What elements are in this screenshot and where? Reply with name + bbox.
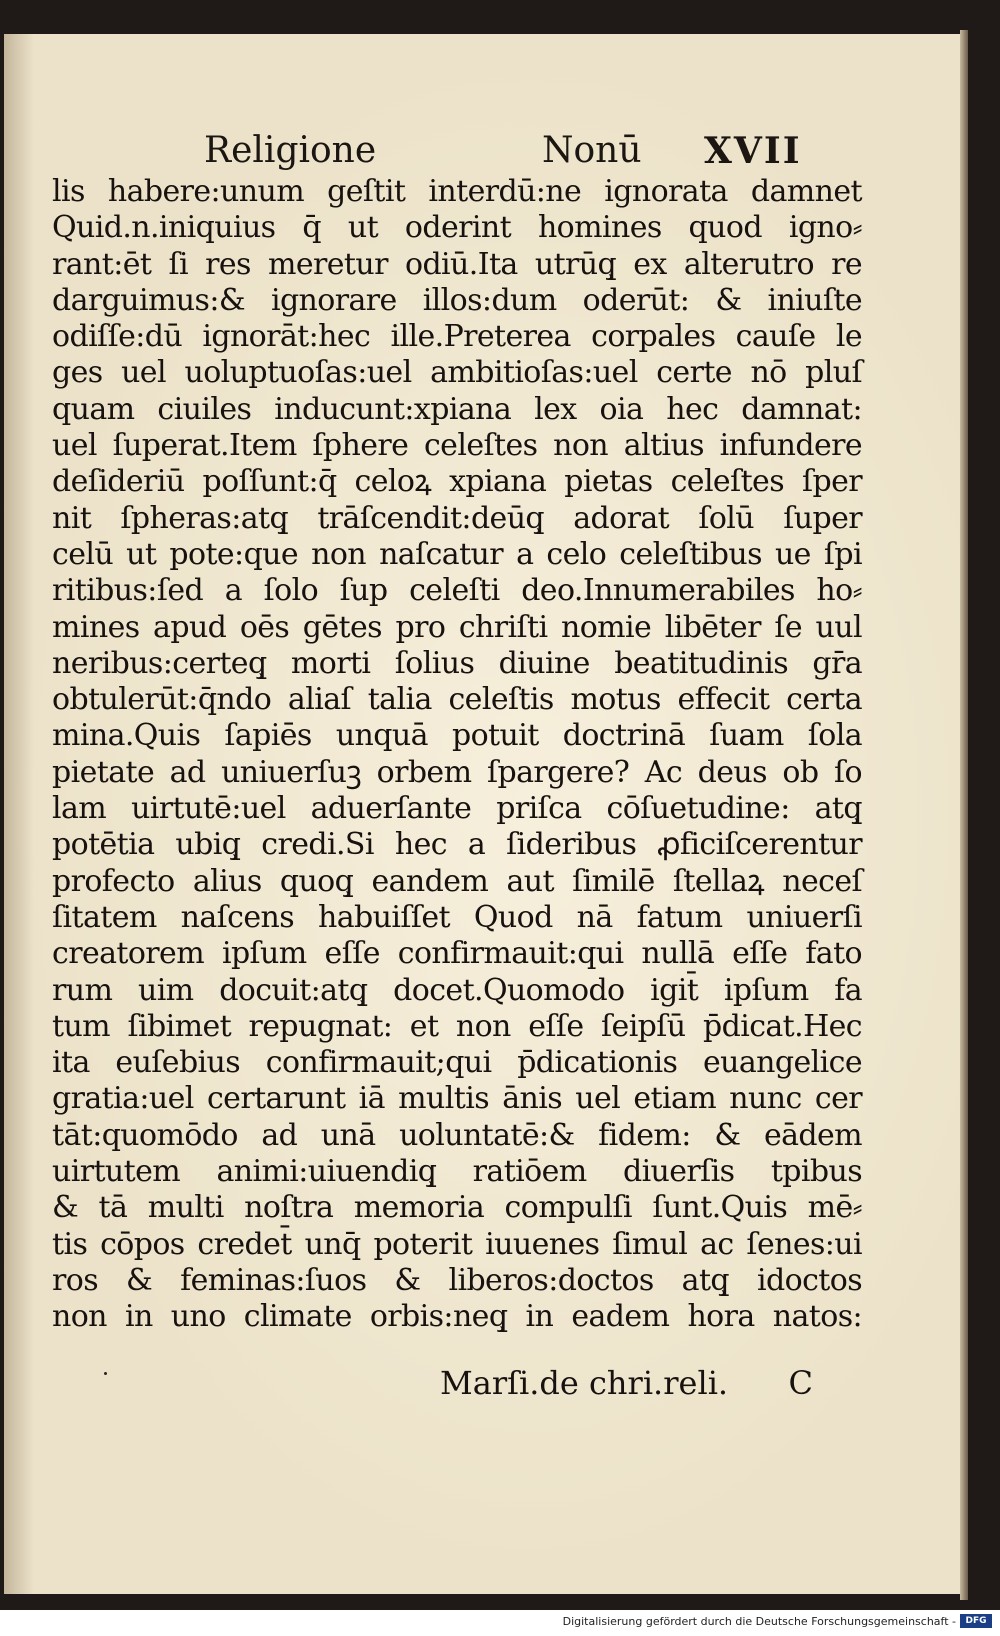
text-line: nit ſpheras:atq̧ trāſcendit:deūq̧ adorat ſolū ſuper bbox=[52, 500, 862, 536]
text-line: tis cōpos credet̄ unq̄ poterit iuuenes ſimul ac ſenes:ui bbox=[52, 1226, 862, 1262]
text-line: obtulerūt:q̄ndo aliaſ talia celeſtis motus effecit certa bbox=[52, 682, 862, 718]
text-line: non in uno climate orbis:neq̧ in eadem hora natos: bbox=[52, 1299, 862, 1335]
text-line: creatorem ipſum eſſe confirmauit:qui nullā eſſe fato bbox=[52, 936, 862, 972]
text-line: uirtutem animi:uiuendiq̧ ratiōem diuerſis tpibus bbox=[52, 1154, 862, 1190]
text-line: mines apud oēs gētes pro chriſti nomie libēter ſe uul bbox=[52, 609, 862, 645]
running-head-center: Nonū bbox=[542, 130, 642, 171]
page-footer bbox=[440, 1364, 813, 1402]
text-line: rant:ēt ſi res meretur odiū.Ita utrūq̧ ex alterutro re bbox=[52, 246, 862, 282]
text-line: tāt:quomōdo ad unā uoluntatē:& fidem: & eādem bbox=[52, 1117, 862, 1153]
text-line: gratia:uel certarunt iā multis ānis uel etiam nunc cer bbox=[52, 1081, 862, 1117]
text-line: lam uirtutē:uel aduerſante priſca cōſuetudine: atq̧ bbox=[52, 791, 862, 827]
text-line: quam ciuiles inducunt:xpiana lex oia hec damnat: bbox=[52, 391, 862, 427]
text-line: rum uim docuit:atq̧ docet.Quomodo igit̄ ipſum fa bbox=[52, 972, 862, 1008]
text-line: ges uel uoluptuoſas:uel ambitioſas:uel certe nō pluſ bbox=[52, 355, 862, 391]
text-line: uel ſuperat.Item ſphere celeſtes non altius infundere bbox=[52, 428, 862, 464]
text-line: potētia ubiq̧ credi.Si hec a ſideribus ꝓficiſcerentur bbox=[52, 827, 862, 863]
text-line: & tā multi noſtra memoria compulſi ſunt.Quis mē⸗ bbox=[52, 1190, 862, 1226]
running-head-left: Religione bbox=[204, 130, 377, 171]
signature-mark: C bbox=[788, 1364, 813, 1402]
text-line: tum ſibimet repugnat: et non eſſe ſeipſū p̄dicat.Hec bbox=[52, 1008, 862, 1044]
text-line: ſitatem naſcens habuiſſet Quod nā fatum uniuerſi bbox=[52, 899, 862, 935]
text-line: ros & feminas:ſuos & liberos:doctos atq̧ idoctos bbox=[52, 1262, 862, 1298]
text-line: ritibus:ſed a ſolo ſup celeſti deo.Innumerabiles ho⸗ bbox=[52, 573, 862, 609]
text-line: lis habere:unum geſtit interdū:ne ignorata damnet bbox=[52, 174, 862, 209]
funding-credit: Digitalisierung gefördert durch die Deutsche Forschungsgemeinschaft - bbox=[562, 1615, 956, 1628]
text-line: neribus:certeq̧ morti ſolius diuine beatitudinis gr̄a bbox=[52, 645, 862, 681]
text-block bbox=[52, 174, 862, 1336]
text-line: darguimus:& ignorare illos:dum oderūt: & iniuſte bbox=[52, 282, 862, 318]
text-line: ita euſebius confirmauit;qui p̄dicationis euangelice bbox=[52, 1045, 862, 1081]
catchword: Marſi.de chri.reli. bbox=[440, 1364, 729, 1402]
text-line: mina.Quis ſapiēs unquā potuit doctrinā ſuam ſola bbox=[52, 718, 862, 754]
ink-dot bbox=[104, 1372, 107, 1375]
book-page bbox=[4, 34, 962, 1594]
dfg-logo: DFG bbox=[960, 1614, 992, 1628]
running-head bbox=[4, 126, 962, 176]
text-line: pietate ad uniuerſuꝫ orbem ſpargere? Ac deus ob ſo bbox=[52, 754, 862, 790]
text-line: Quid.n.iniquius q̄ ut oderint homines quod igno⸗ bbox=[52, 210, 862, 246]
folio-number: XVII bbox=[704, 130, 802, 172]
text-line: deſideriū poſſunt:q̄ celoꝝ xpiana pietas celeſtes ſper bbox=[52, 464, 862, 500]
text-line: odiſſe:dū ignorāt:hec ille.Preterea corpales cauſe le bbox=[52, 319, 862, 355]
text-line: celū ut pote:que non naſcatur a celo celeſtibus ue ſpi bbox=[52, 536, 862, 572]
page-edge bbox=[960, 30, 968, 1600]
text-line: profecto alius quoq̧ eandem aut ſimilē ſtellaꝝ neceſ bbox=[52, 863, 862, 899]
